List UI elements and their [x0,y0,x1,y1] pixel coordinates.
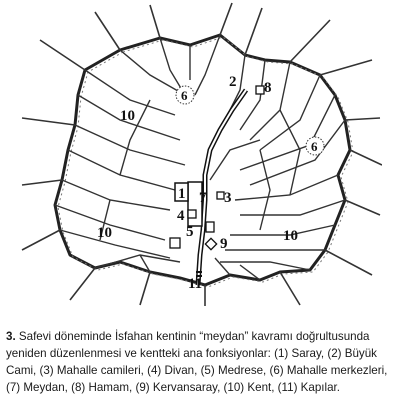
label-medrese: 5 [186,224,194,240]
label-saray: 1 [178,186,186,202]
label-mahalle-camileri: 3 [224,190,232,206]
figure-number: 3. [6,330,16,343]
label-buyuk-cami: 2 [229,74,237,90]
neighbourhood-mosque [217,192,224,199]
label-kapilar: 11 [188,276,203,292]
label-divan: 4 [177,208,185,224]
divan-building [188,210,196,218]
label-kent-1: 10 [120,108,135,124]
label-hamam: 8 [264,80,272,96]
label-mahalle-merkezi-1: 6 [181,88,188,103]
bazaar-spine [198,90,246,285]
label-mahalle-merkezi-2: 6 [311,139,318,154]
isfahan-city-plan [18,0,382,306]
mosque-small [170,238,180,248]
kervansaray-diamond [205,238,216,249]
label-kent-2: 10 [97,225,112,241]
figure-caption-text: Safevi döneminde İsfahan kentinin “meydan” kavramı doğrultusunda yeniden düzenlenmesi ve kentteki ana fonksiyonlar: (1) Saray, (2) Büyük Cami, (3) Mahalle camileri, (4) Divan, (5) Medrese, (6) Mahalle merkezleri, (7) Meydan, (8) Hamam, (9) Kervansaray, (10) Kent, (11) Kapılar. [6,330,388,394]
label-kervansaray: 9 [220,236,228,252]
label-meydan: 7 [199,190,207,206]
label-kent-3: 10 [283,228,298,244]
figure-caption [6,328,394,396]
hamam-square [256,86,264,94]
medrese-building [206,222,214,232]
